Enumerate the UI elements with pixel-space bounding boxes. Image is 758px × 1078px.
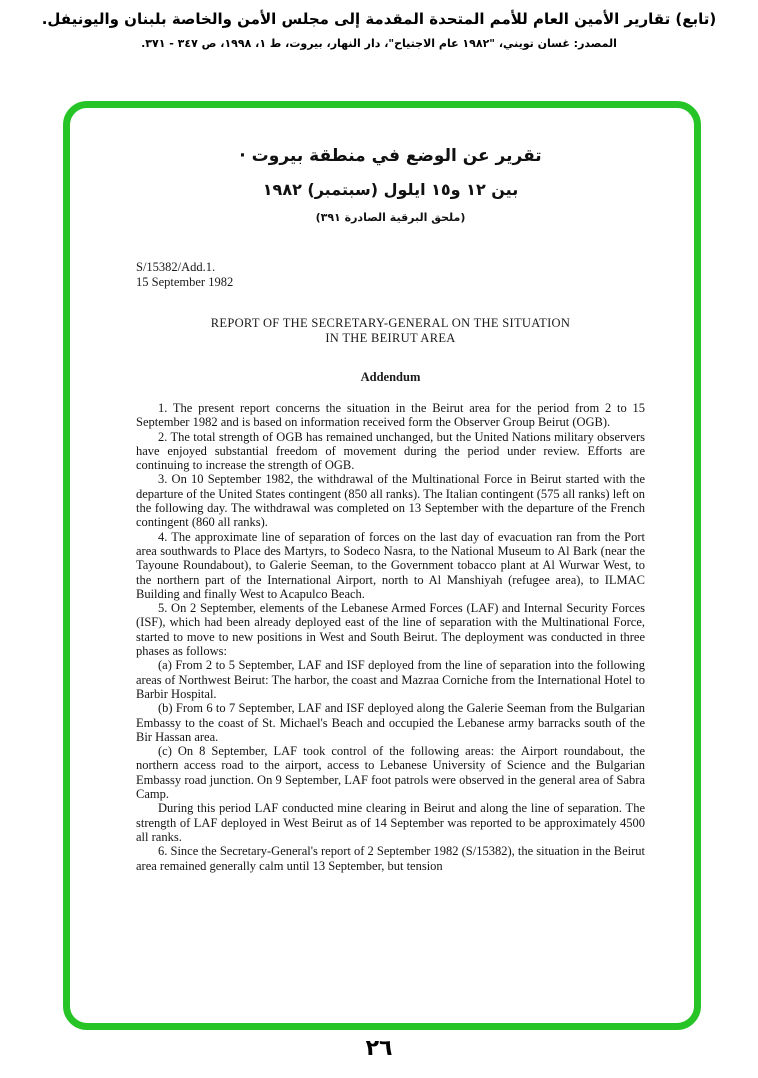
document-content — [70, 108, 694, 873]
paragraph-3: 3. On 10 September 1982, the withdrawal of the Multinational Force in Beirut started with the departure of the United States contingent (850 all ranks). The Italian contingent (575 all ranks) left on the following day. The withdrawal was completed on 13 September with the departure of the French contingent (860 all ranks). — [136, 472, 645, 530]
paragraph-5c: (c) On 8 September, LAF took control of the following areas: the Airport roundabout, the northern access road to the airport, access to Lebanese University of Science and the Bulgarian Embassy road junction. On 9 September, LAF foot patrols were observed in the general area of Sabra Camp. — [136, 744, 645, 802]
arabic-title-line1: تقرير عن الوضع في منطقة بيروت · — [239, 146, 542, 166]
green-document-frame — [63, 101, 701, 1030]
page-number: ٢٦ — [365, 1036, 393, 1061]
paragraph-5b: (b) From 6 to 7 September, LAF and ISF deployed along the Galerie Seeman from the Bulgarian Embassy to the coast of St. Michael's Beach and occupied the Lebanese army barracks south of the Bir Hassan area. — [136, 701, 645, 744]
paragraph-5: 5. On 2 September, elements of the Lebanese Armed Forces (LAF) and Internal Security Forces (ISF), which had been already deployed east of the line of separation with the Multinational Force, started to move to new positions in West and South Beirut. The deployment was conducted in three phases as follows: — [136, 601, 645, 659]
arabic-header-title: (تابع) تقارير الأمين العام للأمم المتحدة المقدمة إلى مجلس الأمن والخاصة بلبنان واليونيفل. — [41, 10, 717, 28]
paragraph-4: 4. The approximate line of separation of forces on the last day of evacuation ran from the Port area southwards to Place des Martyrs, to Sodeco Nasra, to the National Museum to Al Bark (near the Tayoune Roundabout), to Galerie Seeman, to the Government tobacco plant at Al Wurwar West, to the northern part of the International Airport, north to Al Manshiyah (refugee area), to ILMAC Building and finally West to Acapulco Beach. — [136, 529, 645, 601]
paragraph-6: 6. Since the Secretary-General's report of 2 September 1982 (S/15382), the situation in the Beirut area remained generally calm until 13 September, but tension — [136, 844, 645, 873]
paragraph-1: 1. The present report concerns the situation in the Beirut area for the period from 2 to 15 September 1982 and is based on information received form the Observer Group Beirut (OGB). — [136, 401, 645, 430]
report-title-line1: REPORT OF THE SECRETARY-GENERAL ON THE SITUATION — [210, 316, 571, 330]
report-title-line2: IN THE BEIRUT AREA — [325, 331, 456, 345]
arabic-title-line2: بين ١٢ و١٥ ايلول (سبتمبر) ١٩٨٢ — [262, 180, 519, 199]
addendum-heading: Addendum — [360, 370, 421, 384]
arabic-title-line3: (ملحق البرقية الصادرة ٣٩١) — [315, 211, 466, 224]
paragraph-5-summary: During this period LAF conducted mine clearing in Beirut and along the line of separation. The strength of LAF deployed in West Beirut as of 14 September was reported to be approximately 4500 all ranks. — [136, 801, 645, 844]
document-ref-number: S/15382/Add.1. — [136, 260, 216, 274]
document-date: 15 September 1982 — [136, 275, 234, 289]
report-title — [136, 316, 645, 346]
arabic-header-source: المصدر: غسان تويني، "١٩٨٢ عام الاجتياح"، دار النهار، بيروت، ط ١، ١٩٩٨، ص ٣٤٧ - ٣٧١. — [141, 37, 617, 50]
document-reference-block — [136, 260, 645, 290]
report-body — [136, 401, 645, 873]
arabic-document-title — [136, 146, 645, 224]
arabic-header — [0, 0, 758, 50]
paragraph-5a: (a) From 2 to 5 September, LAF and ISF deployed from the line of separation into the following areas of Northwest Beirut: The harbor, the coast and Mazraa Corniche from the International Hotel to Barbir Hospital. — [136, 658, 645, 701]
paragraph-2: 2. The total strength of OGB has remained unchanged, but the United Nations military observers have enjoyed substantial freedom of movement during the period under review. Efforts are continuing to increase the strength of OGB. — [136, 429, 645, 473]
